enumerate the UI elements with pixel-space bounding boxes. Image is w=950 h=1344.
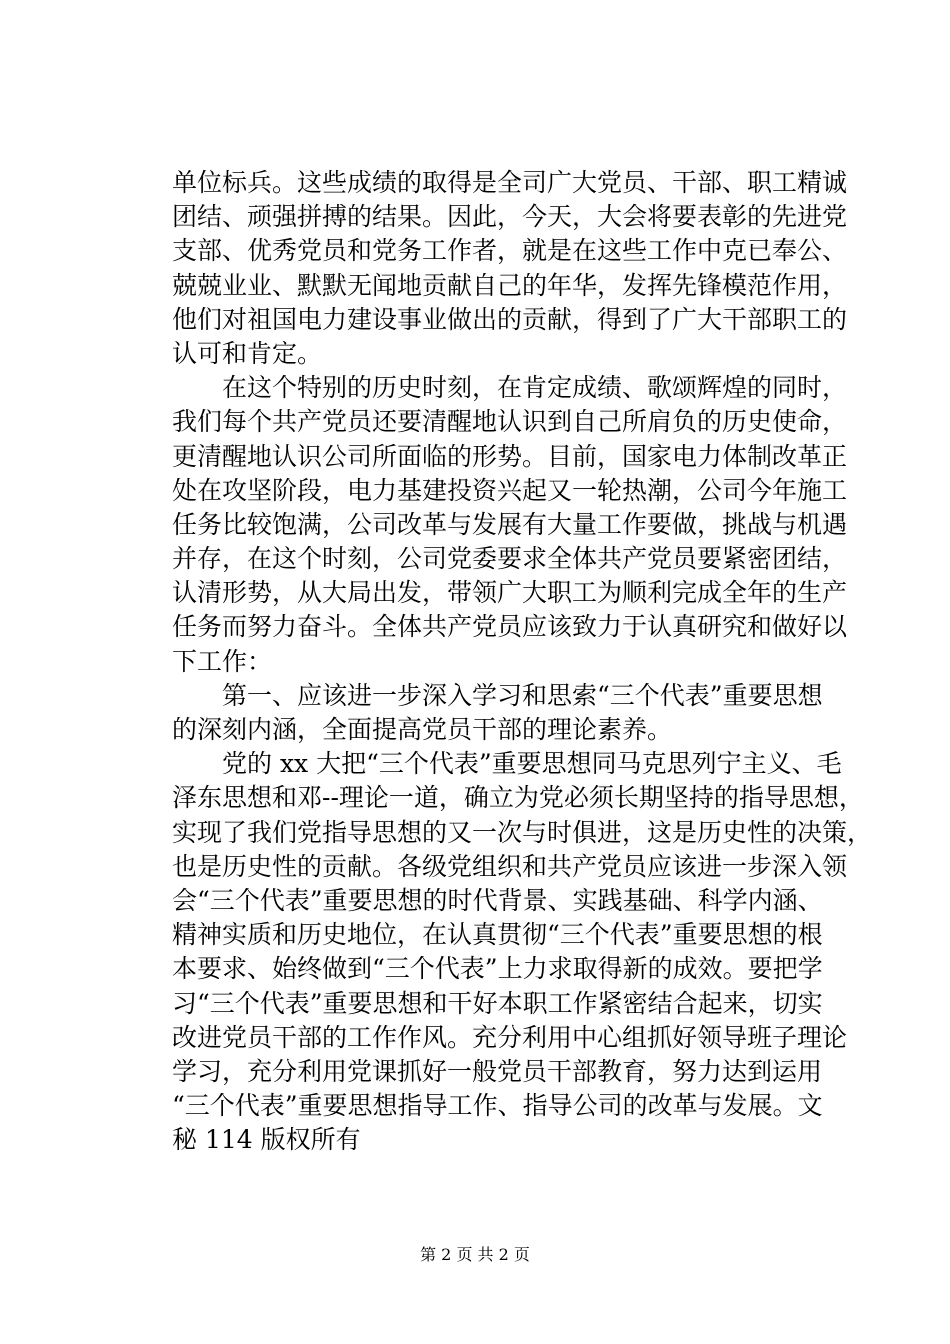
text-line: 处在攻坚阶段，电力基建投资兴起又一轮热潮，公司今年施工: [172, 475, 848, 505]
text-line: 第一、应该进一步深入学习和思索“三个代表”重要思想: [172, 680, 823, 710]
text-line: 会“三个代表”重要思想的时代背景、实践基础、科学内涵、: [172, 885, 823, 915]
text-line: 改进党员干部的工作作风。充分利用中心组抓好领导班子理论: [172, 1022, 848, 1052]
text-line: 任务比较饱满，公司改革与发展有大量工作要做，挑战与机遇: [172, 509, 848, 539]
text-line: 泽东思想和邓--理论一道，确立为党必须长期坚持的指导思想，: [172, 783, 864, 813]
text-line: 本要求、始终做到“三个代表”上力求取得新的成效。要把学: [172, 954, 823, 984]
text-line: 支部、优秀党员和党务工作者，就是在这些工作中克已奉公、: [172, 236, 848, 266]
text-line: 习“三个代表”重要思想和干好本职工作紧密结合起来，切实: [172, 988, 823, 1018]
text-line: 精神实质和历史地位，在认真贯彻“三个代表”重要思想的根: [172, 920, 823, 950]
text-line: 任务而努力奋斗。全体共产党员应该致力于认真研究和做好以: [172, 612, 848, 642]
text-line: 也是历史性的贡献。各级党组织和共产党员应该进一步深入领: [172, 851, 848, 881]
text-line: 兢兢业业、默默无闻地贡献自己的年华，发挥先锋模范作用，: [172, 270, 848, 300]
text-line: 的深刻内涵，全面提高党员干部的理论素养。: [172, 715, 673, 744]
text-line: 党的 xx 大把“三个代表”重要思想同马克思列宁主义、毛: [172, 749, 842, 779]
text-line: “三个代表”重要思想指导工作、指导公司的改革与发展。文: [172, 1091, 823, 1121]
text-line: 我们每个共产党员还要清醒地认识到自己所肩负的历史使命，: [172, 407, 848, 437]
text-line: 团结、顽强拼搏的结果。因此，今天，大会将要表彰的先进党: [172, 202, 848, 232]
text-line: 下工作：: [172, 646, 273, 676]
text-line: 认可和肯定。: [172, 338, 323, 368]
text-line: 实现了我们党指导思想的又一次与时俱进，这是历史性的决策，: [172, 817, 873, 847]
text-line: 认清形势，从大局出发，带领广大职工为顺利完成全年的生产: [172, 578, 848, 608]
document-body: [172, 166, 873, 1157]
text-line: 秘 114 版权所有: [172, 1125, 361, 1155]
text-line: 单位标兵。这些成绩的取得是全司广大党员、干部、职工精诚: [172, 168, 848, 197]
text-line: 在这个特别的历史时刻，在肯定成绩、歌颂辉煌的同时，: [172, 373, 848, 403]
text-line: 更清醒地认识公司所面临的形势。目前，国家电力体制改革正: [172, 441, 848, 471]
text-line: 学习，充分利用党课抓好一般党员干部教育，努力达到运用: [172, 1056, 823, 1086]
text-line: 并存，在这个时刻，公司党委要求全体共产党员要紧密团结，: [172, 544, 848, 574]
page-number-footer: 第 2 页 共 2 页: [420, 1245, 530, 1264]
text-line: 他们对祖国电力建设事业做出的贡献，得到了广大干部职工的: [172, 304, 848, 334]
